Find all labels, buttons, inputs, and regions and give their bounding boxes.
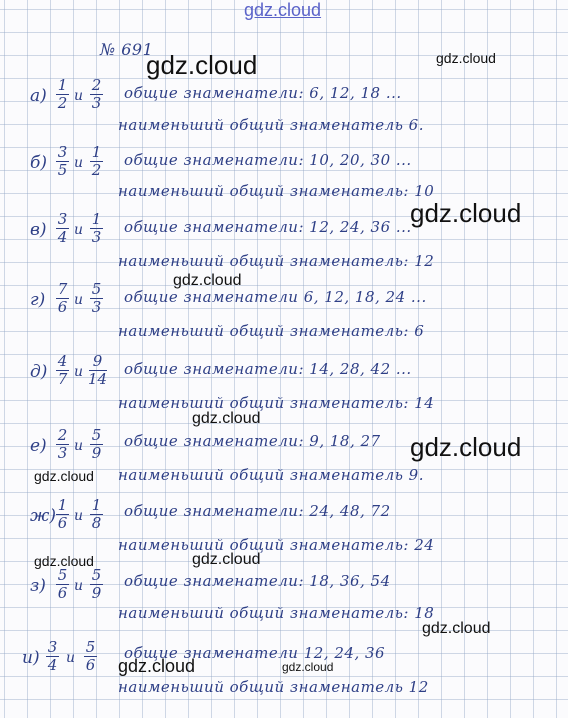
numerator: 1: [91, 496, 102, 514]
watermark: gdz.cloud: [118, 656, 196, 676]
conjunction: и: [74, 508, 84, 524]
numerator: 1: [91, 210, 102, 228]
numerator: 1: [57, 76, 68, 94]
conjunction: и: [74, 88, 84, 104]
fraction-second: [84, 640, 97, 673]
least-denominator-text: наименьший общий знаменатель: 10: [118, 182, 435, 200]
least-denominator-text: наименьший общий знаменатель 9.: [118, 466, 424, 484]
fraction-first: [56, 78, 69, 111]
common-denominators-text: общие знаменатели: 12, 24, 36 ...: [124, 218, 412, 236]
denominator: 6: [57, 514, 68, 532]
watermark: gdz.cloud: [34, 468, 94, 484]
fraction-first: [56, 428, 69, 461]
denominator: 4: [57, 228, 68, 246]
item-label: е): [30, 436, 47, 456]
watermark: gdz.cloud: [34, 553, 94, 569]
fraction-second: [90, 428, 103, 461]
fraction-second: [88, 354, 107, 387]
numerator: 2: [57, 426, 68, 444]
common-denominators-text: общие знаменатели: 6, 12, 18 ...: [124, 84, 402, 102]
common-denominators-text: общие знаменатели: 9, 18, 27: [124, 432, 381, 450]
least-denominator-text: наименьший общий знаменатель 6.: [118, 116, 424, 134]
numerator: 5: [91, 426, 102, 444]
fraction-second: [90, 212, 103, 245]
item-label: а): [30, 86, 47, 106]
numerator: 5: [91, 280, 102, 298]
common-denominators-text: общие знаменатели 12, 24, 36: [124, 644, 386, 662]
common-denominators-text: общие знаменатели: 10, 20, 30 ...: [124, 151, 412, 169]
denominator: 6: [57, 584, 68, 602]
denominator: 14: [88, 370, 108, 388]
watermark: gdz.cloud: [192, 410, 261, 427]
common-denominators-text: общие знаменатели 6, 12, 18, 24 ...: [124, 288, 427, 306]
conjunction: и: [66, 650, 76, 666]
watermark: gdz.cloud: [192, 551, 261, 568]
least-denominator-text: наименьший общий знаменатель: 14: [118, 394, 435, 412]
fraction-second: [90, 568, 103, 601]
denominator: 5: [57, 161, 68, 179]
least-denominator-text: наименьший общий знаменатель: 18: [118, 604, 435, 622]
conjunction: и: [74, 155, 84, 171]
numerator: 3: [57, 210, 68, 228]
numerator: 5: [57, 566, 68, 584]
item-label: г): [30, 290, 46, 310]
fraction-first: [56, 282, 69, 315]
item-label: и): [22, 648, 40, 668]
conjunction: и: [74, 364, 84, 380]
common-denominators-text: общие знаменатели: 18, 36, 54: [124, 572, 391, 590]
conjunction: и: [74, 222, 84, 238]
watermark: gdz.cloud: [410, 432, 522, 462]
denominator: 9: [91, 444, 102, 462]
numerator: 5: [85, 638, 96, 656]
watermark: gdz.cloud: [146, 50, 258, 80]
denominator: 3: [91, 298, 102, 316]
conjunction: и: [74, 438, 84, 454]
watermark: gdz.cloud: [173, 272, 242, 289]
least-denominator-text: наименьший общий знаменатель: 24: [118, 536, 435, 554]
fraction-first: [56, 212, 69, 245]
numerator: 5: [91, 566, 102, 584]
watermark: gdz.cloud: [282, 660, 334, 674]
fraction-first: [56, 498, 69, 531]
item-label: з): [30, 576, 46, 596]
item-label: б): [30, 153, 48, 173]
denominator: 9: [91, 584, 102, 602]
denominator: 8: [91, 514, 102, 532]
numerator: 2: [91, 76, 102, 94]
denominator: 7: [57, 370, 68, 388]
site-header-watermark: gdz.cloud: [244, 0, 322, 20]
denominator: 6: [85, 656, 96, 674]
numerator: 7: [57, 280, 68, 298]
denominator: 4: [47, 656, 58, 674]
numerator: 1: [91, 143, 102, 161]
numerator: 1: [57, 496, 68, 514]
watermark: gdz.cloud: [422, 620, 491, 637]
watermark: gdz.cloud: [436, 50, 496, 66]
least-denominator-text: наименьший общий знаменатель: 6: [118, 322, 425, 340]
denominator: 3: [91, 94, 102, 112]
least-denominator-text: наименьший общий знаменатель 12: [118, 678, 429, 696]
fraction-second: [90, 145, 103, 178]
numerator: 3: [57, 143, 68, 161]
denominator: 2: [91, 161, 102, 179]
fraction-first: [56, 354, 69, 387]
watermark: gdz.cloud: [410, 198, 522, 228]
numerator: 3: [47, 638, 58, 656]
numerator: 9: [92, 352, 103, 370]
conjunction: и: [74, 578, 84, 594]
item-label: д): [30, 362, 48, 382]
denominator: 3: [57, 444, 68, 462]
fraction-second: [90, 282, 103, 315]
fraction-first: [56, 568, 69, 601]
conjunction: и: [74, 292, 84, 308]
fraction-first: [46, 640, 59, 673]
denominator: 2: [57, 94, 68, 112]
common-denominators-text: общие знаменатели: 24, 48, 72: [124, 502, 391, 520]
fraction-first: [56, 145, 69, 178]
fraction-second: [90, 78, 103, 111]
denominator: 3: [91, 228, 102, 246]
least-denominator-text: наименьший общий знаменатель: 12: [118, 252, 435, 270]
item-label: ж): [30, 506, 56, 526]
numerator: 4: [57, 352, 68, 370]
item-label: в): [30, 220, 47, 240]
fraction-second: [90, 498, 103, 531]
denominator: 6: [57, 298, 68, 316]
common-denominators-text: общие знаменатели: 14, 28, 42 ...: [124, 360, 412, 378]
problem-number: № 691: [100, 40, 154, 59]
